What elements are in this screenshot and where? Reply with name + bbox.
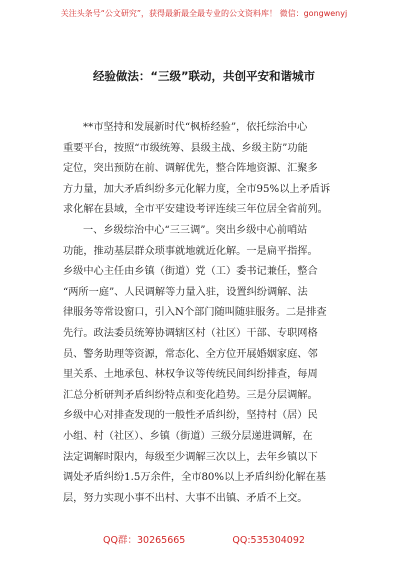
qq-group-text: QQ群：30265665 [103, 535, 186, 546]
body-line: 重要平台，按照“市级统筹、县级主战、乡级主防”功能 [63, 142, 308, 154]
body-line: 法定调解时限内，每级至少调解三次以上，去年乡镇以下 [63, 451, 318, 463]
body-line: 里关系、土地承包、林权争议等传统民间纠纷排查，每周 [63, 369, 318, 381]
body-line: “两所一庭”、人民调解等力量入驻，设置纠纷调解、法 [63, 286, 308, 298]
body-line: 定位，突出预防在前、调解优先，整合阵地资源、汇聚多 [63, 163, 318, 175]
body-line: 乡级中心主任由乡镇（街道）党（工）委书记兼任，整合 [63, 266, 318, 278]
body-line: 层，努力实现小事不出村、大事不出镇、矛盾不上交。 [63, 492, 308, 504]
body-line: **市坚持和发展新时代“枫桥经验”，依托综治中心 [83, 122, 308, 133]
promo-banner: 关注头条号“公文研究”，获得最新最全最专业的公文资料库！ 微信：gongwenyj [60, 9, 348, 18]
body-line: 乡级中心对排查发现的一般性矛盾纠纷，坚持村（居）民 [63, 410, 318, 422]
body-line: 求化解在县域，全市平安建设考评连续三年位居全省前列。 [63, 204, 328, 216]
body-line: 律服务等常设窗口，引入N个部门随叫随驻服务。二是排查 [63, 307, 327, 319]
body-line: 调处矛盾纠纷1.5万余件，全市80%以上矛盾纠纷化解在基 [63, 472, 326, 484]
qq-number-text: QQ:535304092 [232, 535, 305, 546]
body-line: 汇总分析研判矛盾纠纷特点和变化趋势。三是分层调解。 [63, 389, 318, 401]
body-line: 一、乡级综治中心“三三调”。突出乡级中心前哨站 [83, 224, 308, 236]
document-title: 经验做法：“三级”联动，共创平安和谐城市 [92, 69, 316, 83]
document-body [63, 118, 353, 509]
body-line: 员、警务助理等资源，常态化、全方位开展婚姻家庭、邻 [63, 348, 318, 360]
body-line: 功能，推动基层群众琐事就地就近化解。一是扁平指挥。 [63, 245, 318, 257]
body-line: 方力量，加大矛盾纠纷多元化解力度，全市95%以上矛盾诉 [63, 183, 331, 195]
body-line: 先行。政法委员统筹协调辖区村（社区）干部、专职网格 [63, 327, 318, 339]
body-line: 小组、村（社区）、乡镇（街道）三级分层递进调解，在 [63, 430, 313, 442]
contact-footer [0, 534, 408, 548]
